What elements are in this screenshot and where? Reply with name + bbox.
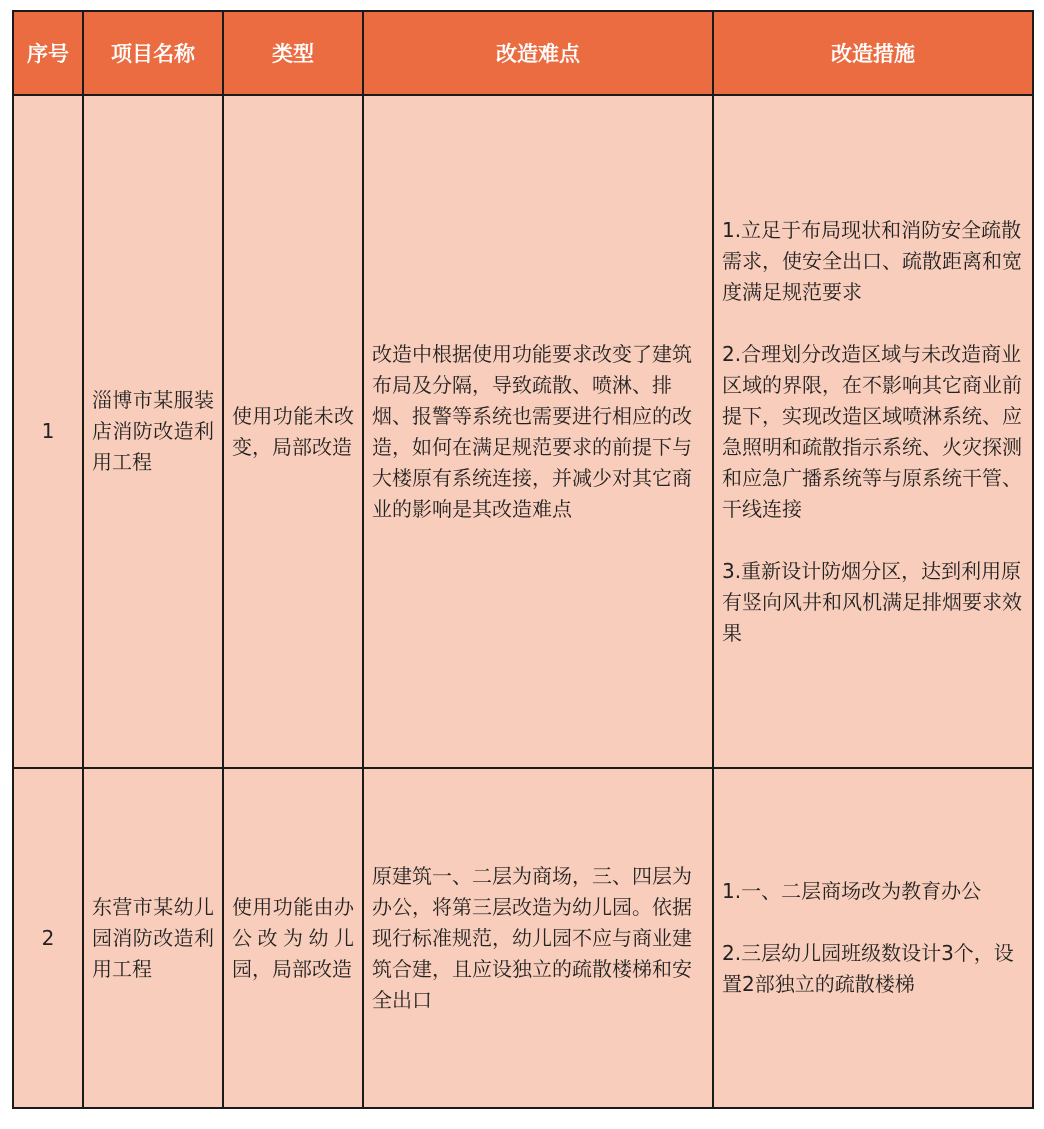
renovation-difficulty: 改造中根据使用功能要求改变了建筑布局及分隔，导致疏散、喷淋、排烟、报警等系统也需要进行相应的改造，如何在满足规范要求的前提下与大楼原有系统连接，并减少对其它商业的影响是其改造难点	[363, 95, 713, 768]
project-type: 使用功能由办公改为幼儿园，局部改造	[223, 768, 363, 1108]
measure-item: 1.一、二层商场改为教育办公	[722, 879, 982, 903]
header-type: 类型	[223, 11, 363, 95]
renovation-difficulty: 原建筑一、二层为商场，三、四层为办公，将第三层改造为幼儿园。依据现行标准规范，幼儿园不应与商业建筑合建，且应设独立的疏散楼梯和安全出口	[363, 768, 713, 1108]
measure-item: 3.重新设计防烟分区，达到利用原有竖向风井和风机满足排烟要求效果	[722, 558, 1022, 645]
row-index: 2	[13, 768, 83, 1108]
renovation-measures	[713, 768, 1033, 1108]
header-index: 序号	[13, 11, 83, 95]
renovation-table	[12, 10, 1034, 1109]
header-measures: 改造措施	[713, 11, 1033, 95]
measure-item: 1.立足于布局现状和消防安全疏散需求，使安全出口、疏散距离和宽度满足规范要求	[722, 217, 1022, 304]
renovation-measures	[713, 95, 1033, 768]
table-row	[13, 768, 1033, 1108]
measure-item: 2.三层幼儿园班级数设计3个，设置2部独立的疏散楼梯	[722, 941, 1014, 996]
header-difficulty: 改造难点	[363, 11, 713, 95]
project-type: 使用功能未改变，局部改造	[223, 95, 363, 768]
measure-item: 2.合理划分改造区域与未改造商业区域的界限，在不影响其它商业前提下，实现改造区域喷淋系统、应急照明和疏散指示系统、火灾探测和应急广播系统等与原系统干管、干线连接	[722, 341, 1022, 521]
row-index: 1	[13, 95, 83, 768]
project-name: 淄博市某服装店消防改造利用工程	[83, 95, 223, 768]
header-name: 项目名称	[83, 11, 223, 95]
header-row	[13, 11, 1033, 95]
project-name: 东营市某幼儿园消防改造利用工程	[83, 768, 223, 1108]
table-row	[13, 95, 1033, 768]
